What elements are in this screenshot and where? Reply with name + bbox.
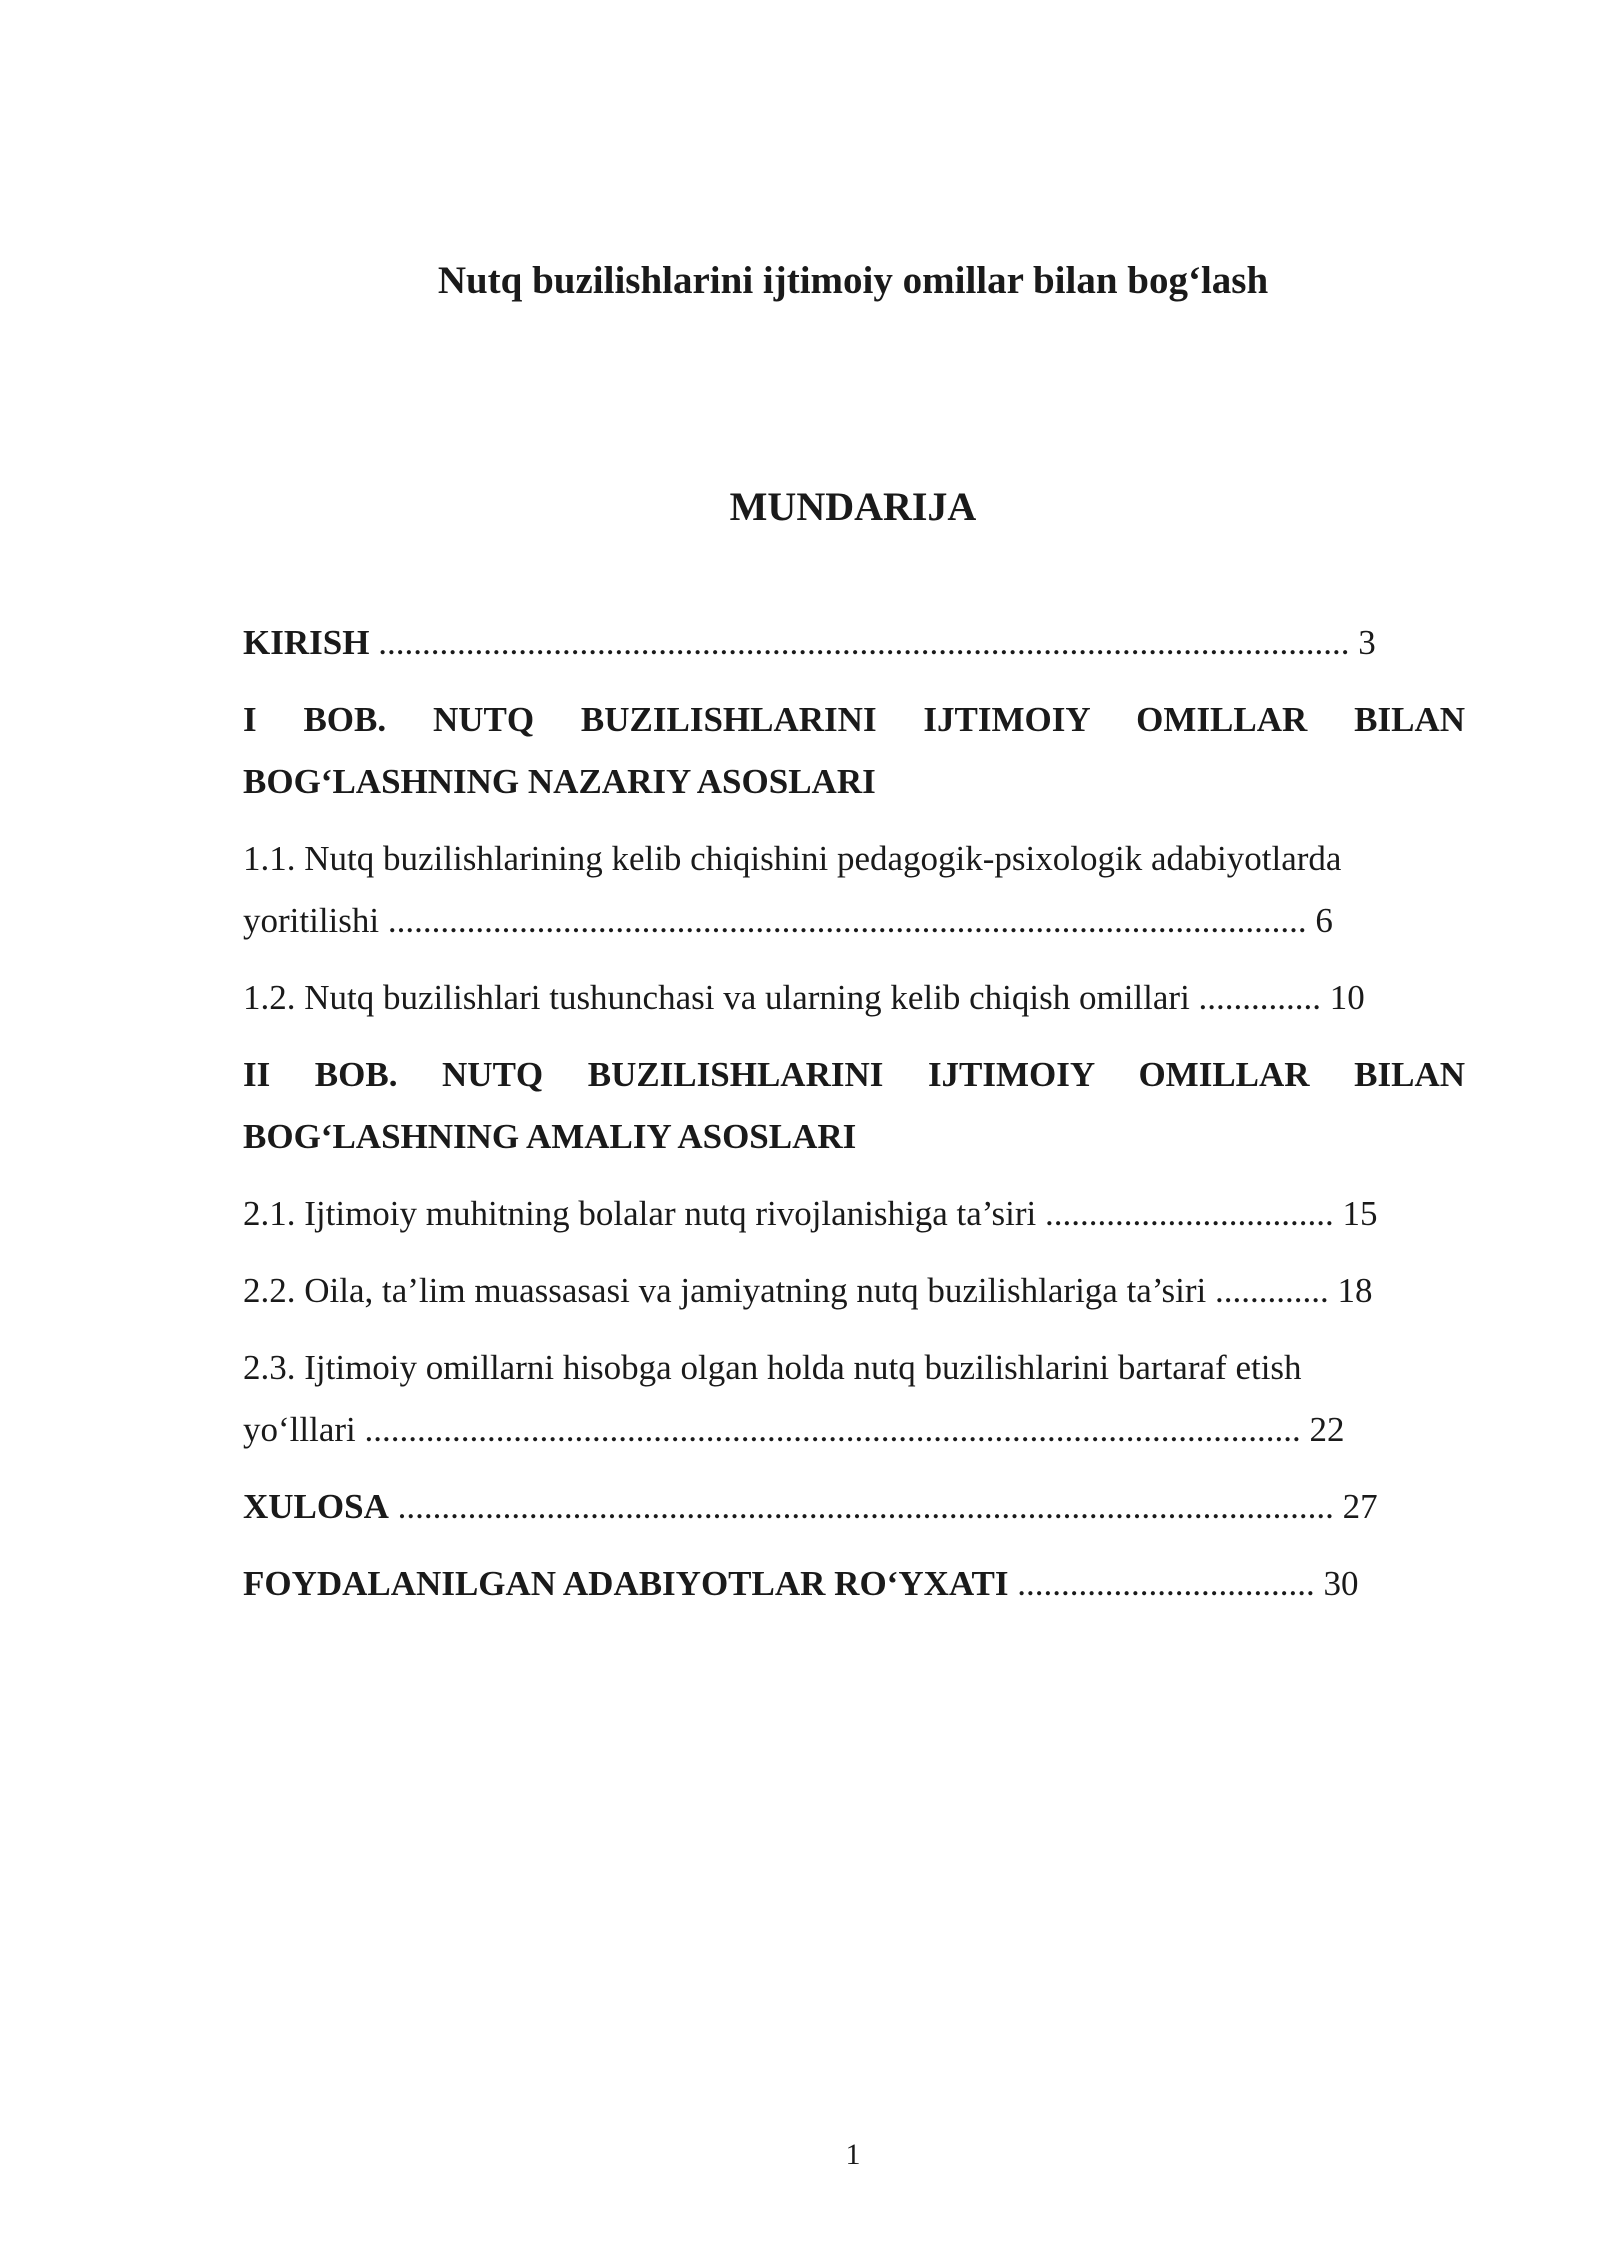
- toc-entry-label: KIRISH: [243, 623, 370, 662]
- toc-entry-label: 2.2. Oila, ta’lim muassasasi va jamiyatning nutq buzilishlariga ta’siri: [243, 1271, 1207, 1310]
- table-of-contents: [243, 612, 1465, 1630]
- toc-entry-page: 22: [1300, 1410, 1345, 1449]
- toc-entry: [243, 967, 1465, 1029]
- toc-entry-page: 18: [1328, 1271, 1373, 1310]
- toc-heading: MUNDARIJA: [729, 484, 977, 529]
- toc-entry-dots: ...........................................................................................................: [355, 1410, 1301, 1449]
- toc-entry-page: 30: [1314, 1564, 1359, 1603]
- toc-entry-page: 10: [1321, 978, 1365, 1017]
- toc-entry-label: I BOB. NUTQ BUZILISHLARINI IJTIMOIY OMILLAR BILAN BOG‘LASHNING NAZARIY ASOSLARI: [243, 700, 1465, 801]
- toc-entry-dots: ...............................................................................................................: [369, 623, 1350, 662]
- toc-entry-dots: .................................: [1036, 1194, 1334, 1233]
- toc-entry: [243, 612, 1465, 674]
- toc-entry-page: 15: [1333, 1194, 1378, 1233]
- toc-entry-page: 6: [1306, 901, 1333, 940]
- toc-entry-label: 1.1. Nutq buzilishlarining kelib chiqishini pedagogik-psixologik adabiyotlarda: [243, 839, 1342, 878]
- toc-entry-dots: ..............: [1189, 978, 1322, 1017]
- toc-entry-continuation: yoritilishi: [243, 901, 380, 940]
- toc-entry-chapter: [243, 689, 1465, 813]
- toc-entry: [243, 828, 1465, 952]
- toc-entry-label: 1.2. Nutq buzilishlari tushunchasi va ularning kelib chiqish omillari: [243, 978, 1190, 1017]
- toc-entry-page: 27: [1333, 1487, 1378, 1526]
- page-number: 1: [845, 2138, 861, 2171]
- toc-entry-label: XULOSA: [243, 1487, 389, 1526]
- toc-entry-dots: .............: [1206, 1271, 1329, 1310]
- document-title: Nutq buzilishlarini ijtimoiy omillar bilan bog‘lash: [437, 259, 1269, 302]
- toc-entry: [243, 1337, 1465, 1461]
- toc-entry-dots: ..................................: [1008, 1564, 1315, 1603]
- toc-entry-label: FOYDALANILGAN ADABIYOTLAR RO‘YXATI: [243, 1564, 1009, 1603]
- toc-entry-page: 3: [1349, 623, 1376, 662]
- toc-entry-dots: .........................................................................................................: [379, 901, 1307, 940]
- toc-entry: [243, 1476, 1465, 1538]
- toc-entry-dots: ...........................................................................................................: [388, 1487, 1334, 1526]
- toc-entry-label: II BOB. NUTQ BUZILISHLARINI IJTIMOIY OMILLAR BILAN BOG‘LASHNING AMALIY ASOSLARI: [243, 1055, 1465, 1156]
- toc-entry-label: 2.1. Ijtimoiy muhitning bolalar nutq rivojlanishiga ta’siri: [243, 1194, 1037, 1233]
- toc-entry-chapter: [243, 1044, 1465, 1168]
- toc-entry: [243, 1260, 1465, 1322]
- toc-entry-continuation: yo‘lllari: [243, 1410, 356, 1449]
- toc-entry: [243, 1183, 1465, 1245]
- toc-entry-label: 2.3. Ijtimoiy omillarni hisobga olgan holda nutq buzilishlarini bartaraf etish: [243, 1348, 1302, 1387]
- toc-entry: [243, 1553, 1465, 1615]
